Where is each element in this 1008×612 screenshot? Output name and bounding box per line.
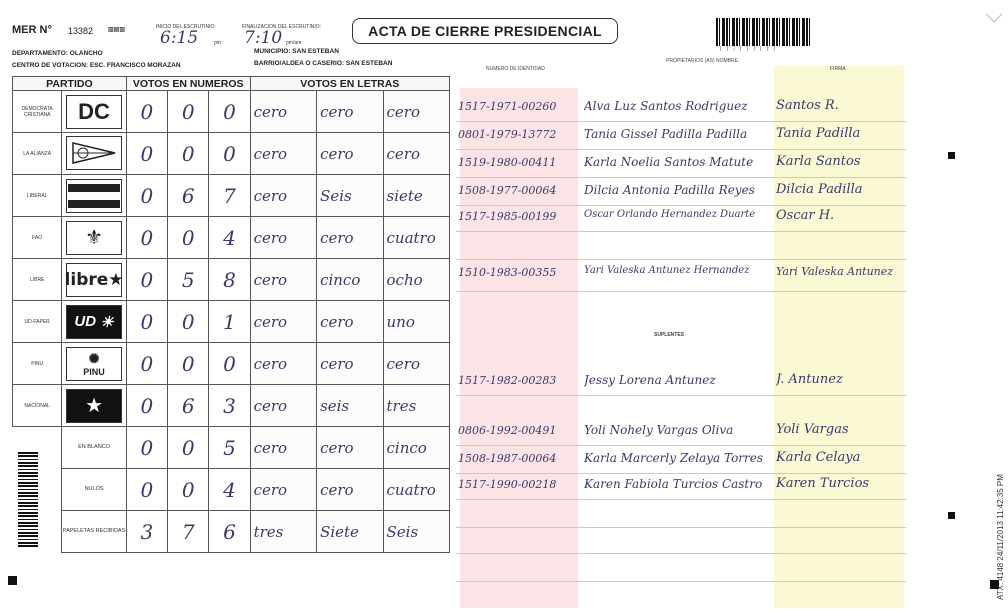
word-cell: cero xyxy=(317,301,383,343)
liberal-flag-icon xyxy=(66,179,122,213)
table-row xyxy=(13,259,450,301)
word-cell: cero xyxy=(250,385,316,427)
scan-timestamp: ATX: 4148 24/11/2013 11:42:35 PM xyxy=(996,474,1005,600)
final-unit: pm/am xyxy=(286,40,302,46)
document-title: ACTA DE CIERRE PRESIDENCIAL xyxy=(352,18,618,44)
registration-mark-icon xyxy=(948,512,955,519)
inicio-time: 6:15 xyxy=(160,28,199,48)
word-cell: cinco xyxy=(317,259,383,301)
municipio-label: MUNICIPIO: xyxy=(254,48,291,55)
municipio-value: SAN ESTEBAN xyxy=(292,48,339,55)
digit-cell: 7 xyxy=(209,175,250,217)
departamento-value: OLANCHO xyxy=(69,50,103,57)
header-barcode xyxy=(716,18,812,46)
person-name: Karla Marcerly Zelaya Torres xyxy=(584,451,764,465)
mer-number: 13382 xyxy=(68,26,94,36)
person-name: Tania Gissel Padilla Padilla xyxy=(584,127,748,141)
party-name: LA ALIANZA xyxy=(13,133,62,175)
list-item xyxy=(456,94,906,122)
digit-cell: 4 xyxy=(209,469,250,511)
word-cell: ocho xyxy=(383,259,449,301)
identity-number: 0806-1992-00491 xyxy=(458,424,557,437)
digit-cell: 0 xyxy=(126,469,167,511)
digit-cell: 3 xyxy=(209,385,250,427)
party-logo-cell xyxy=(62,343,126,385)
total-name: EN BLANCO xyxy=(62,427,126,469)
signature: J. Antunez xyxy=(776,372,843,387)
digit-cell: 4 xyxy=(209,217,250,259)
digit-cell: 0 xyxy=(168,427,209,469)
nacional-star-icon: ★ xyxy=(66,389,122,423)
ud-logo-icon: UD ☀ xyxy=(66,305,122,339)
digit-cell: 0 xyxy=(126,385,167,427)
word-cell: cero xyxy=(317,427,383,469)
table-row xyxy=(13,301,450,343)
corner-fold-icon xyxy=(986,6,1003,23)
registration-mark-icon xyxy=(948,152,955,159)
party-logo-cell xyxy=(62,91,126,133)
party-logo-cell xyxy=(62,175,126,217)
digit-cell: 1 xyxy=(209,301,250,343)
digit-cell: 0 xyxy=(126,175,167,217)
table-row xyxy=(13,343,450,385)
signature: Karen Turcios xyxy=(776,476,870,491)
party-name: LIBERAL xyxy=(13,175,62,217)
digit-cell: 0 xyxy=(209,91,250,133)
barrio-label: BARRIO/ALDEA O CASERIO: xyxy=(254,60,345,67)
party-name: UD-FAPER xyxy=(13,301,62,343)
person-name: Dilcia Antonia Padilla Reyes xyxy=(584,183,755,197)
signature: Dilcia Padilla xyxy=(776,182,863,197)
signatures-panel xyxy=(456,56,900,608)
word-cell: cero xyxy=(250,427,316,469)
identity-number: 1517-1990-00218 xyxy=(458,478,557,491)
identity-number: 0801-1979-13772 xyxy=(458,128,557,141)
col-name-header: PROPIETARIOS (AS) NOMBRE xyxy=(666,58,738,64)
party-name: DEMOCRATA CRISTIANA xyxy=(13,91,62,133)
departamento-row xyxy=(12,50,103,57)
identity-number: 1519-1980-00411 xyxy=(458,156,557,169)
digit-cell: 8 xyxy=(209,259,250,301)
list-item xyxy=(456,472,906,500)
libre-logo-text: libre xyxy=(64,269,109,290)
word-cell: tres xyxy=(250,511,316,553)
libre-logo-icon: libre ★ xyxy=(66,263,122,297)
header-votos-numeros: VOTOS EN NUMEROS xyxy=(126,77,250,91)
header-votos-letras: VOTOS EN LETRAS xyxy=(250,77,449,91)
party-logo-cell xyxy=(62,133,126,175)
digit-cell: 6 xyxy=(168,175,209,217)
word-cell: cero xyxy=(317,217,383,259)
person-name: Oscar Orlando Hernandez Duarte xyxy=(584,209,756,220)
table-row xyxy=(13,91,450,133)
tse-logo-icon: ▥▤▥ xyxy=(108,27,126,33)
list-item xyxy=(456,526,906,554)
digit-cell: 0 xyxy=(168,133,209,175)
digit-cell: 0 xyxy=(126,91,167,133)
word-cell: cero xyxy=(250,301,316,343)
digit-cell: 5 xyxy=(209,427,250,469)
digit-cell: 6 xyxy=(168,385,209,427)
word-cell: Siete xyxy=(317,511,383,553)
table-row xyxy=(13,511,450,553)
person-name: Jessy Lorena Antunez xyxy=(584,373,716,387)
word-cell: cinco xyxy=(383,427,449,469)
word-cell: cero xyxy=(250,91,316,133)
municipio-row xyxy=(254,48,339,55)
word-cell: Seis xyxy=(383,511,449,553)
final-label: FINALIZACION DEL ESCRUTINIO: xyxy=(242,24,321,30)
list-item xyxy=(456,500,906,528)
digit-cell: 0 xyxy=(209,133,250,175)
word-cell: cero xyxy=(383,133,449,175)
word-cell: cero xyxy=(250,175,316,217)
col-id-header: NUMERO DE IDENTIDAD xyxy=(486,66,545,72)
list-item xyxy=(456,178,906,206)
digit-cell: 0 xyxy=(209,343,250,385)
votes-table xyxy=(12,76,450,553)
list-item xyxy=(456,554,906,582)
identity-number: 1510-1983-00355 xyxy=(458,266,557,279)
party-logo-cell xyxy=(62,385,126,427)
signature: Oscar H. xyxy=(776,208,835,223)
digit-cell: 0 xyxy=(168,343,209,385)
table-row xyxy=(13,427,450,469)
identity-number: 1508-1977-00064 xyxy=(458,184,557,197)
barcode-digits-icon: | | | | | | | | | xyxy=(720,46,777,52)
identity-number: 1517-1982-00283 xyxy=(458,374,557,387)
word-cell: cero xyxy=(317,343,383,385)
word-cell: siete xyxy=(383,175,449,217)
digit-cell: 0 xyxy=(126,259,167,301)
party-name: LIBRE xyxy=(13,259,62,301)
header-partido: PARTIDO xyxy=(13,77,127,91)
digit-cell: 0 xyxy=(126,427,167,469)
party-name: NACIONAL xyxy=(13,385,62,427)
identity-number: 1517-1971-00260 xyxy=(458,100,557,113)
signature: Yoli Vargas xyxy=(776,422,849,437)
table-row xyxy=(13,175,450,217)
total-name: PAPELETAS RECIBIDAS xyxy=(62,511,126,553)
list-item xyxy=(456,256,906,292)
total-name: NULOS xyxy=(62,469,126,511)
centro-label: CENTRO DE VOTACION: xyxy=(12,62,89,69)
signature: Santos R. xyxy=(776,98,839,113)
person-name: Karla Noelia Santos Matute xyxy=(584,155,754,169)
signature: Yari Valeska Antunez xyxy=(776,265,894,278)
party-name: FAO xyxy=(13,217,62,259)
signature: Karla Santos xyxy=(776,154,861,169)
centro-value: ESC. FRANCISCO MORAZAN xyxy=(89,62,181,69)
pinu-logo-icon: ✺ PINU xyxy=(66,347,122,381)
left-barcode xyxy=(18,452,38,548)
centro-row xyxy=(12,62,181,69)
digit-cell: 0 xyxy=(126,343,167,385)
party-logo-cell xyxy=(62,301,126,343)
table-row xyxy=(13,217,450,259)
word-cell: tres xyxy=(383,385,449,427)
table-row xyxy=(13,385,450,427)
list-item xyxy=(456,150,906,178)
word-cell: cero xyxy=(317,469,383,511)
word-cell: cero xyxy=(250,133,316,175)
departamento-label: DEPARTAMENTO: xyxy=(12,50,68,57)
person-name: Yoli Nohely Vargas Oliva xyxy=(584,423,734,437)
word-cell: seis xyxy=(317,385,383,427)
party-name: PINU xyxy=(13,343,62,385)
person-name: Yari Valeska Antunez Hernandez xyxy=(584,265,750,276)
person-name: Karen Fabiola Turcios Castro xyxy=(584,477,763,491)
final-time: 7:10 xyxy=(244,28,283,48)
registration-mark-icon xyxy=(8,576,17,585)
barrio-row xyxy=(254,60,392,67)
pinu-logo-text: PINU xyxy=(83,366,105,377)
ud-logo-text: UD xyxy=(74,313,97,330)
signature: Karla Celaya xyxy=(776,450,861,465)
fao-emblem-icon: ⚜ xyxy=(66,221,122,255)
identity-number: 1517-1985-00199 xyxy=(458,210,557,223)
digit-cell: 0 xyxy=(168,217,209,259)
digit-cell: 0 xyxy=(168,91,209,133)
party-logo-cell xyxy=(62,217,126,259)
word-cell: cero xyxy=(250,469,316,511)
dc-logo-icon: DC xyxy=(66,95,122,129)
table-row xyxy=(13,469,450,511)
word-cell: cero xyxy=(317,133,383,175)
list-item xyxy=(456,446,906,474)
word-cell: cero xyxy=(383,91,449,133)
word-cell: uno xyxy=(383,301,449,343)
word-cell: cero xyxy=(250,259,316,301)
word-cell: cero xyxy=(383,343,449,385)
list-item xyxy=(456,368,906,396)
inicio-unit: pm xyxy=(214,40,221,46)
digit-cell: 0 xyxy=(126,133,167,175)
digit-cell: 0 xyxy=(126,217,167,259)
list-item xyxy=(456,418,906,446)
col-sign-header: FIRMA xyxy=(830,66,846,72)
suplentes-title: SUPLENTES xyxy=(654,332,685,338)
digit-cell: 0 xyxy=(168,469,209,511)
mer-label: MER N° xyxy=(12,24,52,36)
digit-cell: 3 xyxy=(126,511,167,553)
digit-cell: 6 xyxy=(209,511,250,553)
person-name: Alva Luz Santos Rodriguez xyxy=(584,99,748,113)
party-logo-cell xyxy=(62,259,126,301)
word-cell: cuatro xyxy=(383,469,449,511)
table-row xyxy=(13,133,450,175)
digit-cell: 0 xyxy=(126,301,167,343)
list-item xyxy=(456,204,906,232)
word-cell: cero xyxy=(250,217,316,259)
digit-cell: 7 xyxy=(168,511,209,553)
signature: Tania Padilla xyxy=(776,126,861,141)
list-item xyxy=(456,122,906,150)
word-cell: cuatro xyxy=(383,217,449,259)
alianza-logo-icon xyxy=(66,136,122,170)
inicio-label: INICIO DEL ESCRUTINIO: xyxy=(156,24,216,30)
barrio-value: SAN ESTEBAN xyxy=(345,60,393,67)
word-cell: cero xyxy=(250,343,316,385)
word-cell: Seis xyxy=(317,175,383,217)
word-cell: cero xyxy=(317,91,383,133)
identity-number: 1508-1987-00064 xyxy=(458,452,557,465)
digit-cell: 5 xyxy=(168,259,209,301)
digit-cell: 0 xyxy=(168,301,209,343)
